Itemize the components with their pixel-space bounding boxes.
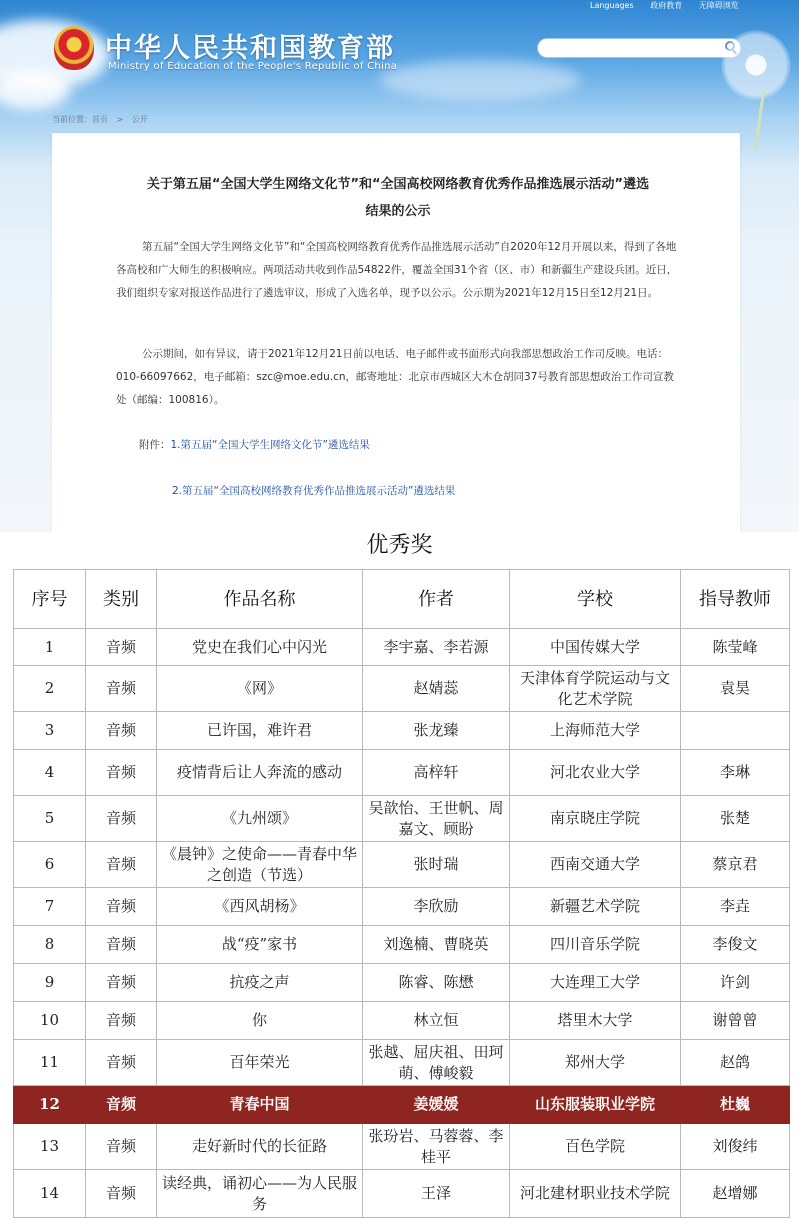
col-header-school: 学校: [510, 570, 681, 629]
cell-work: 抗疫之声: [157, 964, 363, 1002]
cell-school: 新疆艺术学院: [510, 888, 681, 926]
cell-author: 姜媛媛: [363, 1086, 510, 1124]
col-header-teacher: 指导教师: [681, 570, 790, 629]
cell-work: 战“疫”家书: [157, 926, 363, 964]
site-header-area: [0, 0, 799, 532]
cloud-decoration: [380, 60, 580, 100]
search-input[interactable]: [537, 38, 741, 58]
cell-index: 4: [14, 750, 86, 796]
cell-index: 14: [14, 1170, 86, 1218]
cell-author: 张玢岩、马蓉蓉、李桂平: [363, 1124, 510, 1170]
table-row: [14, 842, 790, 888]
breadcrumb-current[interactable]: 公开: [131, 115, 148, 124]
table-row: [14, 629, 790, 666]
cell-category: 音频: [86, 712, 157, 750]
cell-category: 音频: [86, 964, 157, 1002]
cell-school: 山东服装职业学院: [510, 1086, 681, 1124]
cell-author: 吴歆怡、王世帆、周嘉文、顾盼: [363, 796, 510, 842]
cell-school: 四川音乐学院: [510, 926, 681, 964]
notice-paragraph-1: 第五届“全国大学生网络文化节”和“全国高校网络教育优秀作品推选展示活动”自2020年12月开展以来，得到了各地各高校和广大师生的积极响应。两项活动共收到作品54822件，覆盖全国31个省（区、市）和新疆生产建设兵团。近日，我们组织专家对报送作品进行了遴选审议，形成了入选名单，现予以公示。公示期为2021年12月15日至12月21日。: [116, 241, 678, 299]
table-body: [14, 629, 790, 1218]
dandelion-decoration: [721, 30, 791, 100]
cell-author: 林立恒: [363, 1002, 510, 1040]
cell-index: 3: [14, 712, 86, 750]
cell-index: 12: [14, 1086, 86, 1124]
cell-index: 10: [14, 1002, 86, 1040]
cell-work: 百年荣光: [157, 1040, 363, 1086]
cell-category: 音频: [86, 1170, 157, 1218]
cell-index: 7: [14, 888, 86, 926]
table-row: [14, 1002, 790, 1040]
cell-school: 天津体育学院运动与文化艺术学院: [510, 666, 681, 712]
col-header-index: 序号: [14, 570, 86, 629]
table-row: [14, 750, 790, 796]
cell-author: 王泽: [363, 1170, 510, 1218]
attachment-2-link[interactable]: 2.第五届“全国高校网络教育优秀作品推选展示活动”遴选结果: [172, 485, 456, 497]
cell-teacher: 许剑: [681, 964, 790, 1002]
table-row: [14, 1124, 790, 1170]
award-title: 优秀奖: [366, 533, 433, 558]
cell-school: 河北农业大学: [510, 750, 681, 796]
site-title[interactable]: 中华人民共和国教育部: [105, 33, 395, 64]
cell-index: 6: [14, 842, 86, 888]
cell-category: 音频: [86, 1124, 157, 1170]
cell-index: 11: [14, 1040, 86, 1086]
cell-work: 《九州颂》: [157, 796, 363, 842]
cell-author: 李宇嘉、李若源: [363, 629, 510, 666]
attachment-prefix: 附件：: [139, 439, 171, 451]
cell-work: 走好新时代的长征路: [157, 1124, 363, 1170]
cell-category: 音频: [86, 1086, 157, 1124]
cell-school: 中国传媒大学: [510, 629, 681, 666]
cell-index: 5: [14, 796, 86, 842]
table-row: [14, 1040, 790, 1086]
cell-index: 8: [14, 926, 86, 964]
notice-paragraph-2: 公示期间，如有异议，请于2021年12月21日前以电话、电子邮件或书面形式向我部思想政治工作司反映。电话：010-66097662，电子邮箱：szc@moe.edu.cn，邮寄地址：北京市西城区大木仓胡同37号教育部思想政治工作司宣教处（邮编：100816）。: [116, 348, 674, 406]
cell-work: 读经典，诵初心——为人民服务: [157, 1170, 363, 1218]
cell-category: 音频: [86, 796, 157, 842]
cell-work: 青春中国: [157, 1086, 363, 1124]
col-header-author: 作者: [363, 570, 510, 629]
attachment-1-link[interactable]: 1.第五届“全国大学生网络文化节”遴选结果: [170, 439, 370, 451]
cell-category: 音频: [86, 666, 157, 712]
cell-teacher: 杜巍: [681, 1086, 790, 1124]
breadcrumb: [52, 114, 154, 125]
cell-teacher: 袁昊: [681, 666, 790, 712]
cell-work: 《网》: [157, 666, 363, 712]
cell-teacher: 谢曾曾: [681, 1002, 790, 1040]
cell-work: 已许国，难许君: [157, 712, 363, 750]
cell-author: 张龙臻: [363, 712, 510, 750]
cell-author: 李欣励: [363, 888, 510, 926]
table-row: [14, 888, 790, 926]
cell-author: 张时瑞: [363, 842, 510, 888]
cloud-decoration: [0, 70, 70, 110]
cell-category: 音频: [86, 1002, 157, 1040]
notice-title-line1: 关于第五届“全国大学生网络文化节”和“全国高校网络教育优秀作品推选展示活动”遴选: [146, 177, 650, 192]
results-table: [13, 569, 790, 1218]
cell-teacher: 李琳: [681, 750, 790, 796]
cell-author: 高梓轩: [363, 750, 510, 796]
cell-category: 音频: [86, 1040, 157, 1086]
cell-teacher: 李俊文: [681, 926, 790, 964]
table-row: [14, 964, 790, 1002]
cell-school: 塔里木大学: [510, 1002, 681, 1040]
cell-category: 音频: [86, 888, 157, 926]
cell-teacher: 陈莹峰: [681, 629, 790, 666]
gov-education-link[interactable]: 政府教育: [650, 1, 683, 10]
cell-school: 西南交通大学: [510, 842, 681, 888]
cell-work: 你: [157, 1002, 363, 1040]
notice-panel: [52, 133, 740, 532]
site-subtitle: Ministry of Education of the People's Republic of China: [108, 61, 398, 72]
cell-work: 《西风胡杨》: [157, 888, 363, 926]
cell-author: 刘逸楠、曹晓英: [363, 926, 510, 964]
cell-category: 音频: [86, 842, 157, 888]
cell-teacher: 李垚: [681, 888, 790, 926]
col-header-category: 类别: [86, 570, 157, 629]
cell-work: 《晨钟》之使命——青春中华之创造（节选）: [157, 842, 363, 888]
attachment-2: [172, 483, 455, 498]
cell-index: 9: [14, 964, 86, 1002]
table-row: [14, 1086, 790, 1124]
cell-author: 陈睿、陈懋: [363, 964, 510, 1002]
cell-category: 音频: [86, 926, 157, 964]
cell-work: 党史在我们心中闪光: [157, 629, 363, 666]
cell-school: 百色学院: [510, 1124, 681, 1170]
cell-category: 音频: [86, 750, 157, 796]
cell-category: 音频: [86, 629, 157, 666]
notice-title: [122, 171, 674, 225]
cell-teacher: 张楚: [681, 796, 790, 842]
cell-teacher: 刘俊纬: [681, 1124, 790, 1170]
attachment-1: [139, 437, 370, 452]
table-row: [14, 1170, 790, 1218]
languages-link[interactable]: Languages: [590, 1, 634, 10]
cell-index: 1: [14, 629, 86, 666]
cell-school: 南京晓庄学院: [510, 796, 681, 842]
national-emblem-icon: [54, 26, 94, 70]
table-header-row: [14, 570, 790, 629]
cell-teacher: 蔡京君: [681, 842, 790, 888]
table-row: [14, 926, 790, 964]
col-header-work: 作品名称: [157, 570, 363, 629]
cell-teacher: 赵增娜: [681, 1170, 790, 1218]
cell-author: 张越、屈庆祖、田珂萌、傅峻毅: [363, 1040, 510, 1086]
table-row: [14, 796, 790, 842]
cell-school: 河北建材职业技术学院: [510, 1170, 681, 1218]
top-links: [590, 0, 753, 11]
notice-title-line2: 结果的公示: [365, 204, 431, 219]
cell-teacher: 赵鸽: [681, 1040, 790, 1086]
cell-work: 疫情背后让人奔流的感动: [157, 750, 363, 796]
table-row: [14, 666, 790, 712]
cell-school: 上海师范大学: [510, 712, 681, 750]
cell-index: 2: [14, 666, 86, 712]
table-row: [14, 712, 790, 750]
accessibility-link[interactable]: 无障碍浏览: [698, 1, 739, 10]
breadcrumb-home[interactable]: 当前位置：首页: [52, 115, 108, 124]
cell-school: 郑州大学: [510, 1040, 681, 1086]
breadcrumb-separator: >: [116, 115, 124, 124]
cell-school: 大连理工大学: [510, 964, 681, 1002]
cell-index: 13: [14, 1124, 86, 1170]
cell-teacher: [681, 712, 790, 750]
cell-author: 赵婧蕊: [363, 666, 510, 712]
